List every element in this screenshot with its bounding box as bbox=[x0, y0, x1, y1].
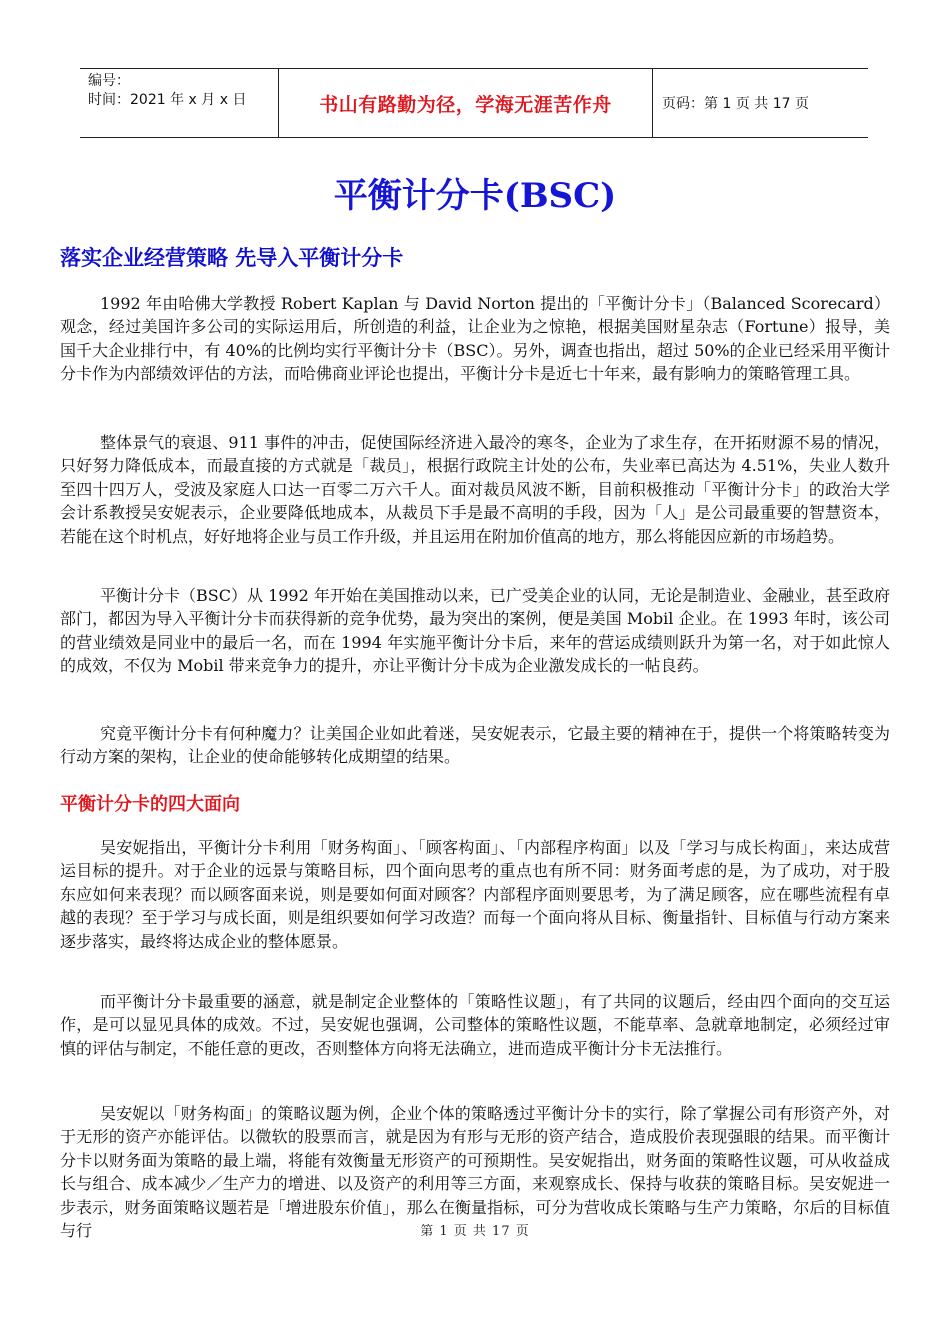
section-heading-2: 平衡计分卡的四大面向 bbox=[60, 794, 240, 815]
page-header bbox=[80, 68, 868, 138]
paragraph-2: 整体景气的衰退、911 事件的冲击，促使国际经济进入最冷的寒冬，企业为了求生存，在开拓财源不易的情况，只好努力降低成本，而最直接的方式就是「裁员」，根据行政院主计处的公布，失业率已高达为 4.51%，失业人数升至四十四万人，受波及家庭人口达一百零二万六千人。面对裁员风波不断，目前积极推动「平衡计分卡」的政治大学会计系教授吴安妮表示，企业要降低地成本，从裁员下手是最不高明的手段，因为「人」是公司最重要的智慧资本，若能在这个时机点，好好地将企业与员工作升级，并且运用在附加价值高的地方，那么将能因应新的市场趋势。 bbox=[60, 433, 890, 546]
page-footer: 第 1 页 共 17 页 bbox=[420, 1224, 530, 1239]
paragraph-4: 究竟平衡计分卡有何种魔力？让美国企业如此着迷，吴安妮表示，它最主要的精神在于，提供一个将策略转变为行动方案的架构，让企业的使命能够转化成期望的结果。 bbox=[60, 724, 890, 767]
header-number-label: 编号： bbox=[88, 73, 130, 89]
paragraph-3: 平衡计分卡（BSC）从 1992 年开始在美国推动以来，已广受美企业的认同，无论是制造业、金融业，甚至政府部门，都因为导入平衡计分卡而获得新的竞争优势，最为突出的案例，便是美国 Mobil 企业。在 1993 年时，该公司的营业绩效是同业中的最后一名，而在 1994 年实施平衡计分卡后，来年的营运成绩则跃升为第一名，对于如此惊人的成效，不仅为 Mobil 带来竞争力的提升，亦让平衡计分卡成为企业激发成长的一帖良药。 bbox=[60, 586, 890, 676]
header-meta bbox=[80, 69, 279, 137]
header-time-label: 时间：2021 年 x 月 x 日 bbox=[88, 92, 247, 108]
paragraph-5: 吴安妮指出，平衡计分卡利用「财务构面」、「顾客构面」、「内部程序构面」以及「学习与成长构面」，来达成营运目标的提升。对于企业的远景与策略目标，四个面向思考的重点也有所不同：财务面考虑的是，为了成功，对于股东应如何来表现？而以顾客面来说，则是要如何面对顾客？内部程序面则要思考，为了满足顾客，应在哪些流程有卓越的表现？至于学习与成长面，则是组织要如何学习改造？而每一个面向将从目标、衡量指针、目标值与行动方案来逐步落实，最终将达成企业的整体愿景。 bbox=[60, 838, 890, 951]
header-motto: 书山有路勤为径，学海无涯苦作舟 bbox=[279, 69, 653, 137]
document-title: 平衡计分卡(BSC) bbox=[333, 176, 617, 216]
header-page-info: 页码：第 1 页 共 17 页 bbox=[662, 96, 809, 112]
paragraph-7: 吴安妮以「财务构面」的策略议题为例，企业个体的策略透过平衡计分卡的实行，除了掌握公司有形资产外，对于无形的资产亦能评估。以微软的股票而言，就是因为有形与无形的资产结合，造成股价表现强眼的结果。而平衡计分卡以财务面为策略的最上端，将能有效衡量无形资产的可预期性。吴安妮指出，财务面的策略性议题，可从收益成长与组合、成本减少／生产力的增进、以及资产的利用等三方面，来观察成长、保持与收获的策略目标。吴安妮进一步表示，财务面策略议题若是「增进股东价值」，那么在衡量指标，可分为营收成长策略与生产力策略，尔后的目标值与行 bbox=[60, 1104, 890, 1241]
section-heading-1: 落实企业经营策略 先导入平衡计分卡 bbox=[60, 246, 404, 270]
paragraph-1: 1992 年由哈佛大学教授 Robert Kaplan 与 David Norton 提出的「平衡计分卡」（Balanced Scorecard）观念，经过美国许多公司的实际运用后，所创造的利益，让企业为之惊艳，根据美国财星杂志（Fortune）报导，美国千大企业排行中，有 40%的比例均实行平衡计分卡（BSC）。另外，调查也指出，超过 50%的企业已经采用平衡计分卡作为内部绩效评估的方法，而哈佛商业评论也提出，平衡计分卡是近七十年来，最有影响力的策略管理工具。 bbox=[60, 294, 890, 384]
paragraph-6: 而平衡计分卡最重要的涵意，就是制定企业整体的「策略性议题」，有了共同的议题后，经由四个面向的交互运作，是可以显见具体的成效。不过，吴安妮也强调，公司整体的策略性议题，不能草率、急就章地制定，必须经过审慎的评估与制定，不能任意的更改，否则整体方向将无法确立，进而造成平衡计分卡无法推行。 bbox=[60, 992, 890, 1058]
